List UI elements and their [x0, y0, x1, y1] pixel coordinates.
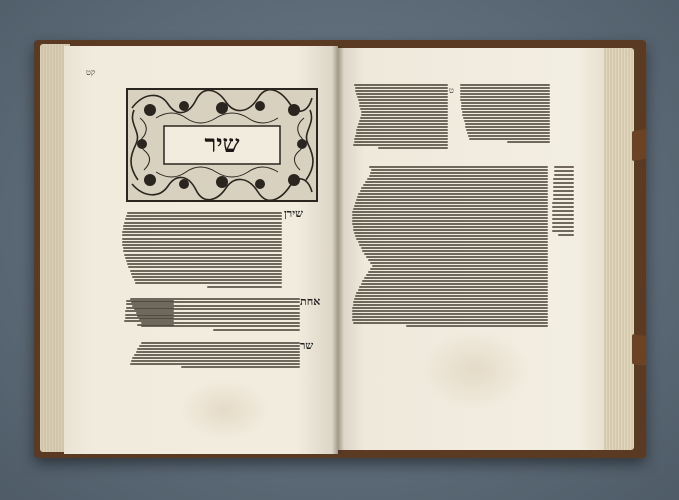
- ornamental-title-frame: [126, 88, 318, 202]
- text-line: [460, 84, 550, 86]
- text-line: [127, 212, 282, 214]
- text-line: [141, 342, 300, 344]
- text-line: [132, 276, 282, 278]
- text-line: [552, 230, 574, 232]
- text-line: [130, 270, 282, 272]
- text-line: [361, 114, 448, 116]
- text-line: [372, 265, 548, 267]
- text-line: [353, 304, 548, 306]
- text-line: [358, 193, 548, 195]
- text-line: [362, 280, 548, 282]
- text-line: [460, 93, 550, 95]
- text-line: [137, 348, 300, 350]
- text-line: [468, 135, 550, 137]
- text-line: [552, 214, 574, 216]
- text-line: [361, 111, 448, 113]
- book-gutter: [332, 46, 344, 454]
- text-line: [378, 147, 448, 149]
- text-line: [467, 132, 550, 134]
- text-line: [360, 117, 448, 119]
- text-line: [134, 279, 282, 281]
- text-line: [122, 241, 282, 243]
- text-line: [213, 329, 300, 331]
- text-line: [553, 178, 574, 180]
- text-line: [207, 286, 282, 288]
- text-line: [558, 234, 574, 236]
- text-line: [353, 226, 548, 228]
- text-line: [364, 253, 548, 255]
- text-line: [359, 120, 448, 122]
- text-line: [552, 210, 574, 212]
- text-line: [122, 244, 282, 246]
- text-line: [359, 286, 548, 288]
- text-line: [554, 166, 574, 168]
- text-line: [356, 132, 448, 134]
- text-line: [366, 274, 548, 276]
- text-line: [355, 135, 448, 137]
- text-line: [352, 310, 548, 312]
- text-line: [139, 345, 300, 347]
- text-line: [125, 310, 174, 312]
- text-line: [460, 99, 550, 101]
- text-line: [356, 129, 448, 131]
- text-line: [362, 250, 548, 252]
- page-edges-right: [600, 48, 634, 450]
- text-line: [358, 123, 448, 125]
- text-line: [462, 114, 550, 116]
- text-line: [356, 199, 548, 201]
- text-line: [355, 295, 548, 297]
- text-line: [359, 105, 448, 107]
- text-line: [463, 117, 550, 119]
- text-line: [352, 307, 548, 309]
- text-line: [353, 229, 548, 231]
- text-line: [469, 138, 550, 140]
- text-line: [460, 96, 550, 98]
- text-line: [461, 108, 550, 110]
- text-line: [369, 166, 548, 168]
- text-line: [369, 175, 548, 177]
- text-line: [353, 208, 548, 210]
- text-line: [352, 223, 548, 225]
- text-line: [354, 84, 448, 86]
- text-line: [137, 324, 174, 326]
- text-line: [131, 273, 282, 275]
- text-line: [352, 214, 548, 216]
- text-line: [126, 260, 282, 262]
- text-line: [125, 314, 174, 316]
- text-line: [370, 268, 548, 270]
- text-line: [126, 215, 282, 217]
- right-folio-number: ט: [449, 86, 454, 95]
- text-line: [357, 96, 448, 98]
- text-line: [353, 322, 548, 324]
- text-line: [370, 172, 548, 174]
- text-line: [466, 129, 550, 131]
- text-line: [368, 259, 548, 261]
- text-line: [356, 238, 548, 240]
- text-line: [353, 144, 448, 146]
- text-line: [357, 126, 448, 128]
- text-line: [552, 218, 574, 220]
- text-line: [126, 300, 174, 302]
- text-line: [356, 292, 548, 294]
- text-line: [464, 120, 550, 122]
- section-heading: שר: [300, 339, 314, 352]
- left-folio-number: קט: [86, 68, 96, 77]
- text-line: [352, 217, 548, 219]
- text-line: [354, 138, 448, 140]
- text-line: [352, 319, 548, 321]
- text-line: [364, 277, 548, 279]
- text-line: [126, 307, 174, 309]
- text-line: [360, 190, 548, 192]
- text-line: [359, 244, 548, 246]
- text-line: [352, 211, 548, 213]
- text-line: [125, 317, 174, 319]
- text-line: [124, 254, 282, 256]
- text-line: [130, 363, 300, 365]
- section-heading: אחת: [300, 295, 321, 308]
- text-line: [353, 301, 548, 303]
- text-line: [507, 141, 550, 143]
- text-line: [357, 196, 548, 198]
- text-line: [354, 298, 548, 300]
- text-line: [354, 205, 548, 207]
- text-line: [370, 262, 548, 264]
- text-line: [553, 194, 574, 196]
- text-line: [465, 126, 550, 128]
- text-line: [125, 257, 282, 259]
- clasp-tie-lower: [632, 334, 646, 366]
- text-line: [122, 231, 282, 233]
- text-line: [361, 283, 548, 285]
- text-line: [127, 263, 282, 265]
- paper-stain: [180, 380, 270, 440]
- text-line: [355, 202, 548, 204]
- text-line: [358, 241, 548, 243]
- text-line: [552, 206, 574, 208]
- text-line: [552, 226, 574, 228]
- text-line: [371, 169, 548, 171]
- text-line: [122, 238, 282, 240]
- text-line: [136, 351, 300, 353]
- text-line: [358, 99, 448, 101]
- text-line: [123, 228, 282, 230]
- text-line: [554, 174, 574, 176]
- text-line: [134, 354, 300, 356]
- text-line: [460, 87, 550, 89]
- text-line: [360, 108, 448, 110]
- text-line: [361, 247, 548, 249]
- text-line: [355, 90, 448, 92]
- text-line: [363, 184, 548, 186]
- text-line: [354, 141, 448, 143]
- text-line: [361, 187, 548, 189]
- text-line: [465, 123, 550, 125]
- text-line: [123, 247, 282, 249]
- text-line: [352, 316, 548, 318]
- text-line: [123, 225, 282, 227]
- title-word: שיר: [204, 129, 240, 158]
- text-line: [352, 313, 548, 315]
- text-line: [552, 222, 574, 224]
- text-line: [553, 182, 574, 184]
- text-line: [132, 357, 300, 359]
- text-line: [554, 170, 574, 172]
- text-line: [460, 90, 550, 92]
- text-line: [352, 220, 548, 222]
- text-line: [461, 102, 550, 104]
- text-line: [359, 102, 448, 104]
- section-heading: שירן: [284, 207, 303, 220]
- text-line: [354, 232, 548, 234]
- text-line: [356, 93, 448, 95]
- text-line: [131, 360, 300, 362]
- text-line: [355, 87, 448, 89]
- text-line: [367, 178, 548, 180]
- text-line: [553, 186, 574, 188]
- text-line: [366, 256, 548, 258]
- clasp-tie-upper: [632, 129, 646, 161]
- text-line: [358, 289, 548, 291]
- text-line: [553, 190, 574, 192]
- text-line: [552, 202, 574, 204]
- text-line: [365, 181, 548, 183]
- text-line: [462, 111, 550, 113]
- paper-stain: [420, 330, 530, 410]
- text-line: [355, 235, 548, 237]
- text-line: [461, 105, 550, 107]
- text-line: [368, 271, 548, 273]
- text-line: [406, 325, 548, 327]
- text-line: [124, 222, 282, 224]
- text-line: [181, 366, 300, 368]
- text-line: [553, 198, 574, 200]
